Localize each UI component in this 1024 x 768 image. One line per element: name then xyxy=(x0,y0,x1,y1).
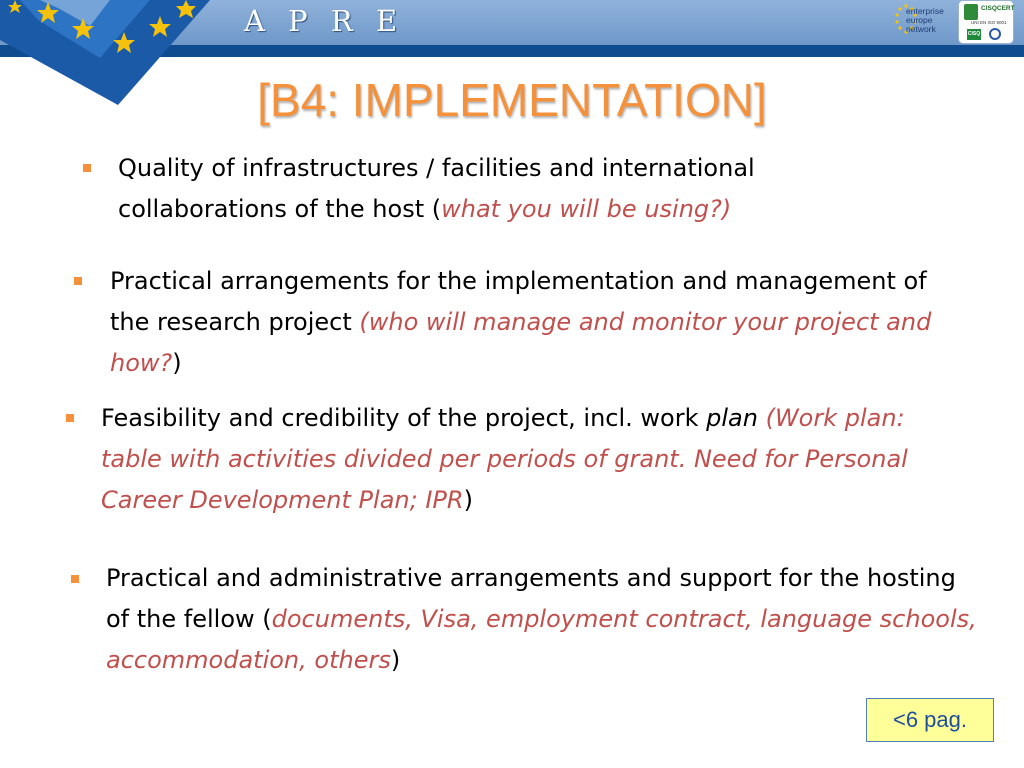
item-3-tail: ) xyxy=(463,486,473,514)
list-item-2 xyxy=(110,261,960,384)
cisq-cert-logo-icon xyxy=(958,0,1014,44)
bullet-1-icon xyxy=(83,164,91,172)
item-1-hint: what you will be using?) xyxy=(441,195,732,223)
item-4-hint: documents, Visa, employment contract, language schools, accommodation, others xyxy=(106,605,977,674)
cert-leaf-icon xyxy=(964,4,978,20)
een-line-1: enterprise xyxy=(906,6,944,16)
slide-title: [B4: IMPLEMENTATION] xyxy=(257,74,767,126)
item-2-text: Practical arrangements for the implementation and management of the research project xyxy=(110,267,927,336)
item-4-tail: ) xyxy=(390,646,401,674)
list-item-4 xyxy=(106,558,981,681)
cert-standard: UNI EN ISO 9001 xyxy=(971,20,1007,25)
bullet-2-icon xyxy=(74,277,82,285)
item-4-text: Practical and administrative arrangements and support for the hosting of the fellow ( xyxy=(106,564,956,633)
een-logo-text xyxy=(906,7,944,34)
item-2-hint: (who will manage and monitor your project and how? xyxy=(110,308,932,377)
item-2-tail: ) xyxy=(172,349,182,377)
item-3-hint: (Work plan: table with activities divided per periods of grant. Need for Personal Career Development Plan; IPR xyxy=(101,404,908,514)
item-1-text: Quality of infrastructures / facilities and international collaborations of the host ( xyxy=(118,154,755,223)
bullet-4-icon xyxy=(71,575,79,583)
een-line-3: network xyxy=(906,24,936,34)
cert-ciso-badge: CISQ xyxy=(967,29,981,40)
item-3-emph: plan xyxy=(706,404,758,432)
apre-brand: A P R E xyxy=(244,4,405,38)
item-3-text: Feasibility and credibility of the project, incl. work xyxy=(101,404,707,432)
page-limit-note: <6 pag. xyxy=(866,698,994,742)
list-item-3 xyxy=(101,398,971,521)
list-item-1 xyxy=(118,148,878,230)
cert-iqnet-icon xyxy=(989,28,1001,40)
cert-brand: CISQCERT xyxy=(981,5,1015,12)
een-line-2: europe xyxy=(906,15,933,25)
bullet-3-icon xyxy=(66,414,74,422)
